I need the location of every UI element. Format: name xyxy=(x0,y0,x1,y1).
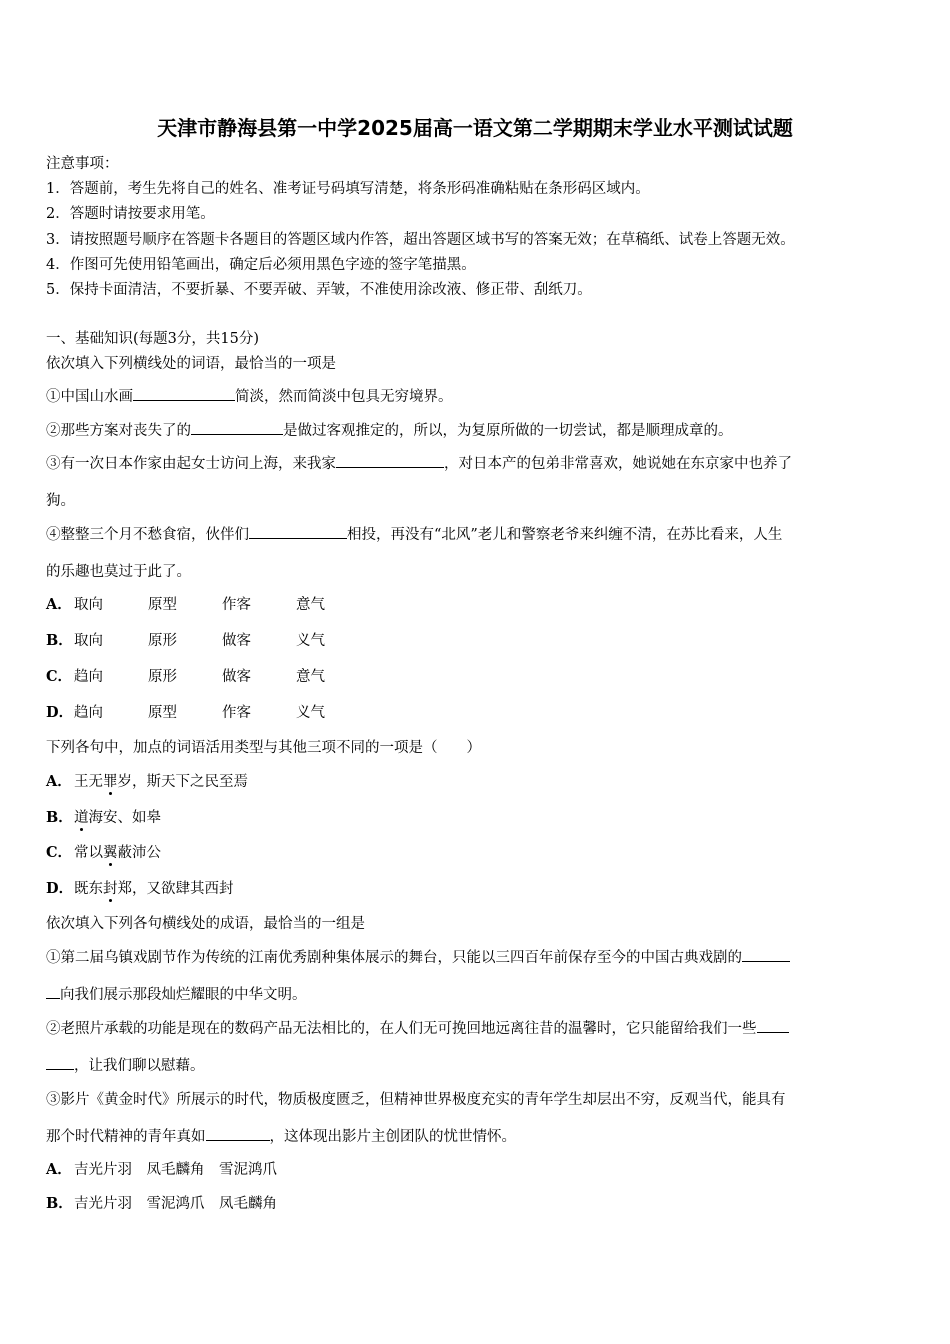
sentence-text: ③有一次日本作家由起女士访问上海，来我家 xyxy=(46,456,336,472)
sentence-text: ②老照片承载的功能是现在的数码产品无法相比的，在人们无可挽回地远离往昔的温馨时，它只能留给我们一些 xyxy=(46,1021,757,1037)
option-word: 做客 xyxy=(222,669,251,685)
fill-blank xyxy=(46,1055,74,1070)
sentence-3: ③影片《黄金时代》所展示的时代，物质极度匮乏，但精神世界极度充实的青年学生却层出不穷，反观当代，能具有 xyxy=(46,1092,786,1108)
option-word: 原形 xyxy=(148,633,177,649)
option-word: 原型 xyxy=(148,597,177,613)
option-c xyxy=(46,841,161,862)
sentence-1-cont xyxy=(46,983,307,1004)
fill-blank xyxy=(46,984,60,999)
sentence-text: ，这体现出影片主创团队的忧世情怀。 xyxy=(269,1129,516,1145)
page-title: 天津市静海县第一中学2025届高一语文第二学期期末学业水平测试试题 xyxy=(157,116,793,140)
option-letter: A． xyxy=(46,596,72,613)
option-text: 吉光片羽 凤毛麟角 雪泥鸿爪 xyxy=(74,1162,277,1178)
sentence-text: 相投，再没有“北风”老儿和警察老爷来纠缠不清，在苏比看来，人生 xyxy=(347,527,783,543)
option-word: 义气 xyxy=(296,705,325,721)
sentence-text: 向我们展示那段灿烂耀眼的中华文明。 xyxy=(60,987,307,1003)
notice-heading: 注意事项： xyxy=(46,156,119,172)
option-word: 原形 xyxy=(148,669,177,685)
option-letter: A． xyxy=(46,1161,72,1178)
option-text: 郑，又欲肆其西封 xyxy=(117,881,234,897)
option-word: 义气 xyxy=(296,633,325,649)
option-letter: B． xyxy=(46,632,73,649)
sentence-text: 是做过客观推定的，所以，为复原所做的一切尝试，都是顺理成章的。 xyxy=(283,423,733,439)
dotted-word: 道 xyxy=(74,810,89,826)
notice-item: 3．请按照题号顺序在答题卡各题目的答题区域内作答，超出答题区域书写的答案无效；在草稿纸、试卷上答题无效。 xyxy=(46,232,795,248)
option-d xyxy=(46,877,234,898)
option-letter: B． xyxy=(46,809,73,826)
sentence-text: ②那些方案对丧失了的 xyxy=(46,423,191,439)
option-text: 吉光片羽 雪泥鸿爪 凤毛麟角 xyxy=(74,1196,277,1212)
option-word: 意气 xyxy=(296,597,325,613)
sentence-1 xyxy=(46,385,453,406)
fill-blank xyxy=(336,453,444,468)
option-word: 意气 xyxy=(296,669,325,685)
notice-item: 2．答题时请按要求用笔。 xyxy=(46,206,215,222)
option-d xyxy=(46,701,370,722)
fill-blank xyxy=(249,524,347,539)
option-text: 王无 xyxy=(74,774,103,790)
sentence-2-cont xyxy=(46,1054,205,1075)
dotted-word: 翼 xyxy=(103,845,118,861)
option-word: 趋向 xyxy=(74,705,103,721)
option-text: 海安、如皋 xyxy=(88,810,161,826)
notice-item: 1．答题前，考生先将自己的姓名、准考证号码填写清楚，将条形码准确粘贴在条形码区域内。 xyxy=(46,181,650,197)
question-stem: 下列各句中，加点的词语活用类型与其他三项不同的一项是（ ） xyxy=(46,740,481,756)
option-letter: C． xyxy=(46,668,73,685)
option-word: 取向 xyxy=(74,633,103,649)
option-word: 做客 xyxy=(222,633,251,649)
sentence-text: ，让我们聊以慰藉。 xyxy=(74,1058,205,1074)
option-word: 取向 xyxy=(74,597,103,613)
question-stem: 依次填入下列各句横线处的成语，最恰当的一组是 xyxy=(46,916,365,932)
sentence-2 xyxy=(46,1017,789,1038)
option-word: 作客 xyxy=(222,597,251,613)
fill-blank xyxy=(757,1018,789,1033)
option-letter: D． xyxy=(46,704,74,721)
question-stem: 依次填入下列横线处的词语，最恰当的一项是 xyxy=(46,356,336,372)
sentence-text: ①中国山水画 xyxy=(46,389,133,405)
sentence-4-cont: 的乐趣也莫过于此了。 xyxy=(46,564,191,580)
option-text: 既东 xyxy=(74,881,103,897)
option-word: 趋向 xyxy=(74,669,103,685)
option-b xyxy=(46,806,161,827)
option-word: 作客 xyxy=(222,705,251,721)
sentence-3-cont xyxy=(46,1125,516,1146)
sentence-text: ④整整三个月不愁食宿，伙伴们 xyxy=(46,527,249,543)
sentence-4 xyxy=(46,523,782,544)
option-a xyxy=(46,770,248,791)
option-text: 常以 xyxy=(74,845,103,861)
fill-blank xyxy=(742,947,790,962)
section-heading: 一、基础知识(每题3分，共15分) xyxy=(46,331,259,347)
notice-item: 5．保持卡面清洁，不要折暴、不要弄破、弄皱，不准使用涂改液、修正带、刮纸刀。 xyxy=(46,282,592,298)
sentence-text: ①第二届乌镇戏剧节作为传统的江南优秀剧种集体展示的舞台，只能以三四百年前保存至今的中国古典戏剧的 xyxy=(46,950,742,966)
sentence-text: ，对日本产的包弟非常喜欢，她说她在东京家中也养了 xyxy=(444,456,792,472)
option-letter: D． xyxy=(46,880,74,897)
dotted-word: 罪 xyxy=(103,774,118,790)
fill-blank xyxy=(191,420,283,435)
sentence-2 xyxy=(46,419,733,440)
option-a xyxy=(46,1158,277,1179)
sentence-3-cont: 狗。 xyxy=(46,493,75,509)
option-text: 岁，斯天下之民至焉 xyxy=(117,774,248,790)
sentence-text: 简淡，然而简淡中包具无穷境界。 xyxy=(235,389,453,405)
option-b xyxy=(46,1192,277,1213)
option-a xyxy=(46,593,370,614)
option-letter: A． xyxy=(46,773,72,790)
option-b xyxy=(46,629,370,650)
fill-blank xyxy=(206,1126,270,1141)
sentence-1 xyxy=(46,946,790,967)
sentence-3 xyxy=(46,452,792,473)
fill-blank xyxy=(133,386,235,401)
dotted-word: 封 xyxy=(103,881,118,897)
option-text: 蔽沛公 xyxy=(117,845,161,861)
option-word: 原型 xyxy=(148,705,177,721)
option-letter: C． xyxy=(46,844,73,861)
notice-item: 4．作图可先使用铅笔画出，确定后必须用黑色字迹的签字笔描黑。 xyxy=(46,257,476,273)
sentence-text: 那个时代精神的青年真如 xyxy=(46,1129,206,1145)
option-letter: B． xyxy=(46,1195,73,1212)
option-c xyxy=(46,665,370,686)
